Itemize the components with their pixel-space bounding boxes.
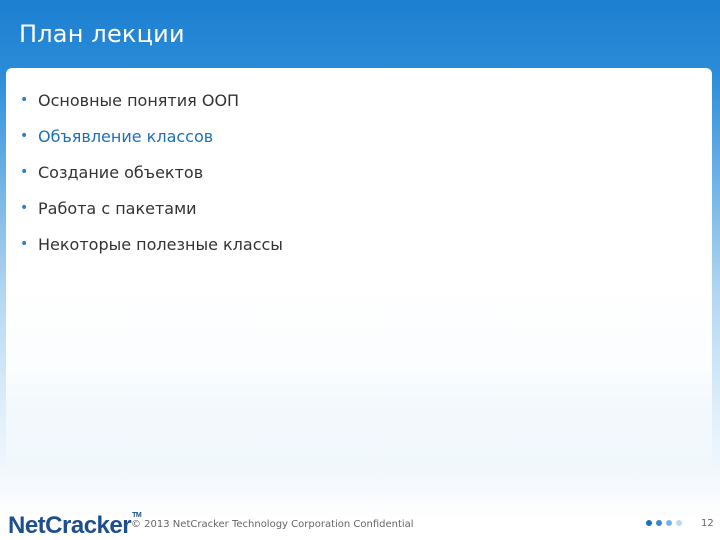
bullet-item [20,190,283,226]
slide-title: План лекции [19,20,185,48]
bullet-text: Основные понятия ООП [38,90,240,110]
progress-dot-icon [666,520,672,526]
bullet-item [20,82,283,118]
page-number: 12 [701,518,714,529]
copyright-text: © 2013 NetCracker Technology Corporation Confidential [131,519,414,530]
bullet-text: Создание объектов [38,162,204,182]
bullet-text: Работа с пакетами [38,198,197,218]
bullet-item [20,226,283,262]
progress-dot-icon [676,520,682,526]
bullet-text: Некоторые полезные классы [38,234,283,254]
bullet-dot-icon: • [20,200,29,216]
logo-net: Net [8,512,46,539]
bullet-item-active [20,118,283,154]
progress-dot-icon [656,520,662,526]
bullet-dot-icon: • [20,92,29,108]
bullet-item [20,154,283,190]
bullet-list [20,82,283,262]
bullet-dot-icon: • [20,164,29,180]
logo-trademark: TM [132,512,142,519]
logo-cracker: Cracker [45,512,132,539]
bullet-dot-icon: • [20,128,29,144]
bullet-dot-icon: • [20,236,29,252]
content-panel [6,68,712,473]
netcracker-logo [8,512,141,540]
progress-dot-icon [646,520,652,526]
bullet-text: Объявление классов [38,126,214,146]
progress-dots [646,520,682,526]
footer [0,505,720,540]
